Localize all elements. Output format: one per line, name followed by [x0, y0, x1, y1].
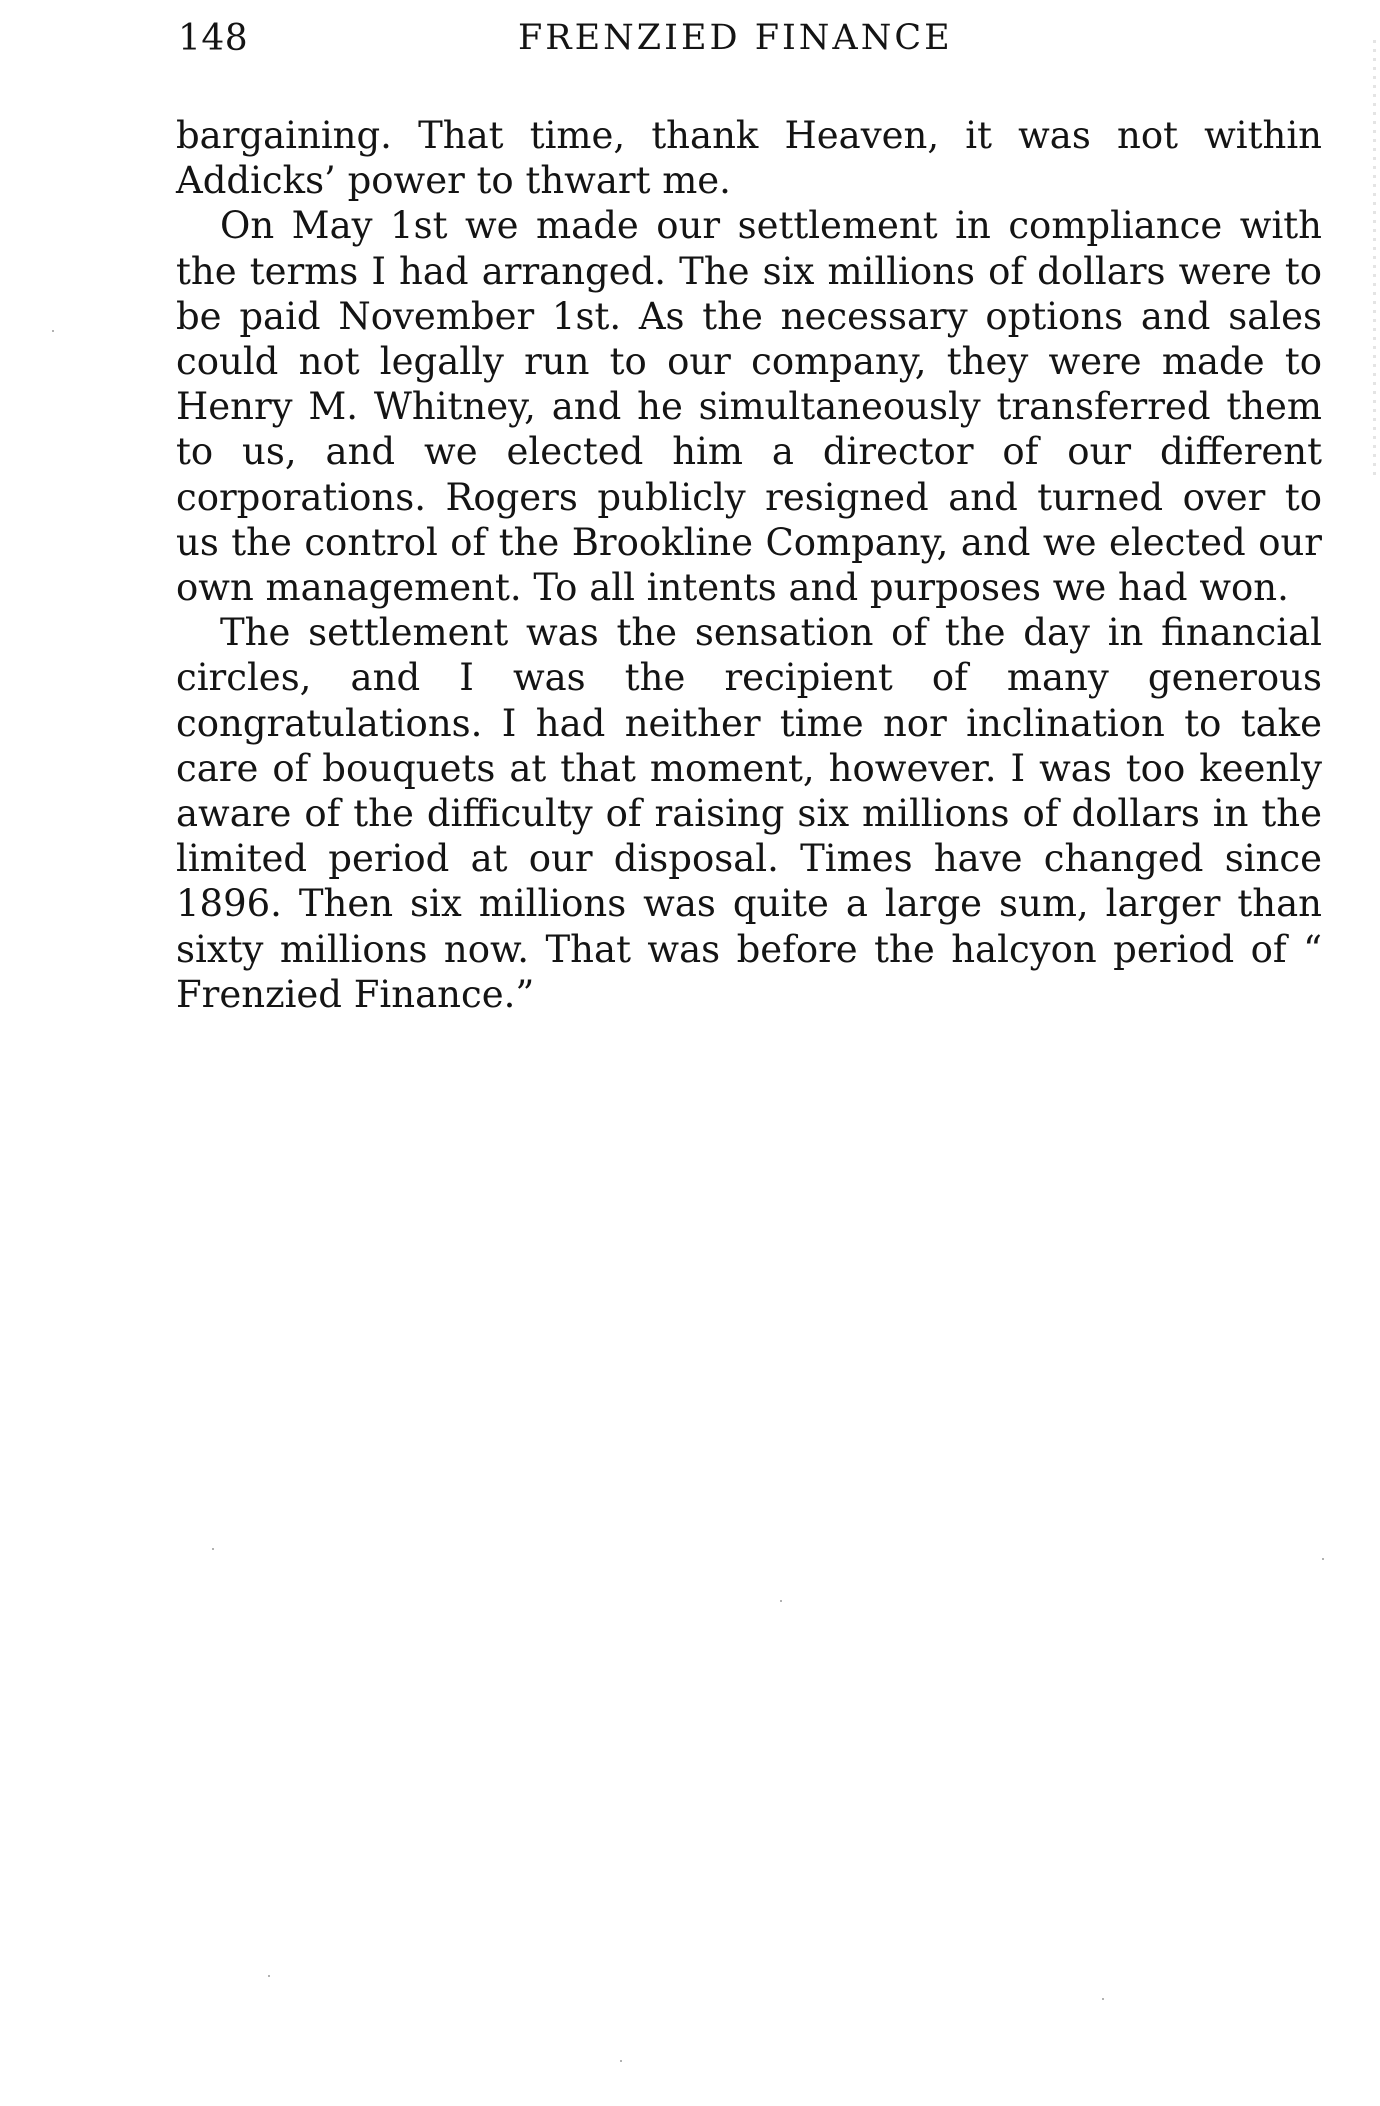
scan-speck [268, 1975, 270, 1977]
scan-speck [620, 2060, 622, 2062]
page-header [178, 18, 1320, 68]
scan-speck [212, 1548, 214, 1550]
page-number: 148 [178, 18, 249, 59]
running-title: FRENZIED FINANCE [518, 18, 953, 58]
paragraph-settlement-sensation: The settlement was the sensation of the day in financial circles, and I was the recipient of many generous congratulations. I had neither time nor inclination to take care of bouquets at that moment, however. I was too keenly aware of the difficulty of raising six millions of dollars in the limited period at our disposal. Times have changed since 1896. Then six millions was quite a large sum, larger than sixty millions now. That was before the halcyon period of “ Frenzied Finance.” [176, 611, 1322, 1016]
scan-speck [780, 1600, 782, 1602]
paragraph-settlement-terms: On May 1st we made our settlement in compliance with the terms I had arranged. The six millions of dollars were to be paid November 1st. As the necessary options and sales could not legally run to our company, they were made to Henry M. Whitney, and he simultaneously transferred them to us, and we elected him a director of our different corporations. Rogers publicly resigned and turned over to us the control of the Brookline Company, and we elected our own management. To all intents and purposes we had won. [176, 204, 1322, 610]
scan-speck [52, 330, 54, 332]
scan-speck [1322, 1558, 1324, 1560]
scan-edge-artifact [1373, 40, 1376, 480]
scan-speck [1102, 1998, 1104, 2000]
body-text [176, 113, 1322, 1017]
paragraph-continuation: bargaining. That time, thank Heaven, it was not within Addicks’ power to thwart me. [176, 114, 1322, 203]
